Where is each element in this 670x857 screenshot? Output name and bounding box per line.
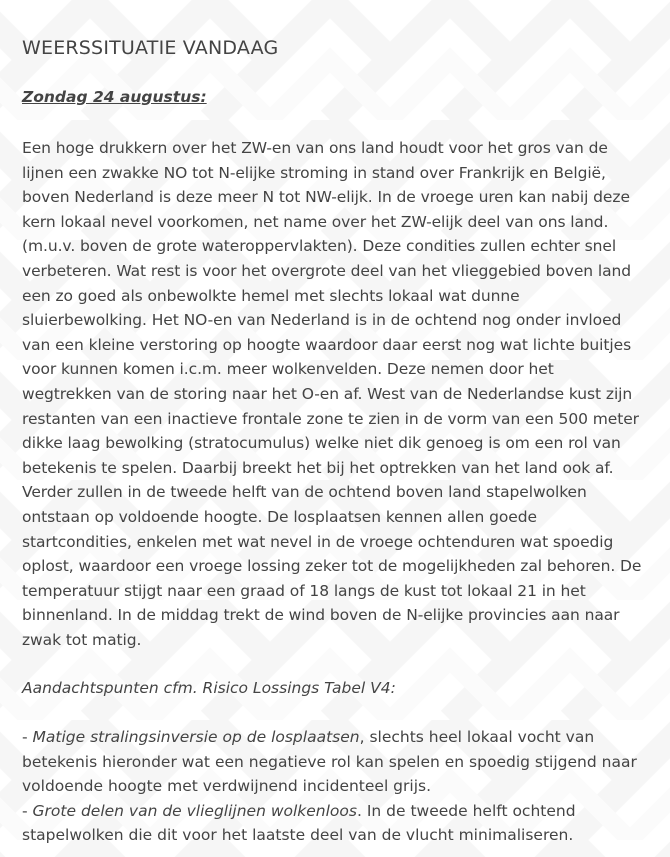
attention-point-text: . In de tweede helft ochtend stapelwolken die dit voor het laatste deel van de vlucht minimaliseren.	[22, 801, 576, 845]
attention-point-emphasis: Matige stralingsinversie op de losplaatsen	[32, 728, 360, 747]
attention-point-text: , slechts heel lokaal vocht van betekenis hieronder wat een negatieve rol kan spelen en spoedig stijgend naar voldoende hoogte met verdwijnend incidenteel grijs.	[22, 728, 637, 796]
weather-report-paragraph: Een hoge drukkern over het ZW-en van ons land houdt voor het gros van de lijnen een zwakke NO tot N-elijke stroming in stand over Frankrijk en België, boven Nederland is deze meer N tot NW-elijk. In de vroege uren kan nabij deze kern lokaal nevel voorkomen, net name over het ZW-elijk deel van ons land. (m.u.v. boven de grote wateroppervlakten). Deze condities zullen echter snel verbeteren. Wat rest is voor het overgrote deel van het vlieggebied boven land een zo goed als onbewolkte hemel met slechts lokaal wat dunne sluierbewolking. Het NO-en van Nederland is in de ochtend nog onder invloed van een kleine verstoring op hoogte waardoor daar eerst nog wat lichte buitjes voor kunnen komen i.c.m. meer wolkenvelden. Deze nemen door het wegtrekken van de storing naar het O-en af. West van de Nederlandse kust zijn restanten van een inactieve frontale zone te zien in de vorm van een 500 meter dikke laag bewolking (stratocumulus) welke niet dik genoeg is om een rol van betekenis te spelen. Daarbij breekt het bij het optrekken van het land ook af. Verder zullen in de tweede helft van de ochtend boven land stapelwolken ontstaan op voldoende hoogte. De losplaatsen kennen allen goede startcondities, enkelen met wat nevel in de vroege ochtenduren wat spoedig oplost, waardoor een vroege lossing zeker tot de mogelijkheden zal behoren. De temperatuur stijgt naar een graad of 18 langs de kust tot lokaal 21 in het binnenland. In de middag trekt de wind boven de N-elijke provincies aan naar zwak tot matig.	[22, 139, 642, 649]
attention-points-list	[22, 725, 648, 848]
attention-point-emphasis: Grote delen van de vlieglijnen wolkenloos	[32, 801, 357, 820]
attention-point-prefix: -	[22, 728, 33, 747]
date-heading: Zondag 24 augustus:	[22, 88, 207, 106]
page-title: WEERSSITUATIE VANDAAG	[22, 37, 279, 59]
attention-point-prefix: -	[22, 801, 33, 820]
attention-points-title: Aandachtspunten cfm. Risico Lossings Tabel V4:	[22, 679, 396, 698]
